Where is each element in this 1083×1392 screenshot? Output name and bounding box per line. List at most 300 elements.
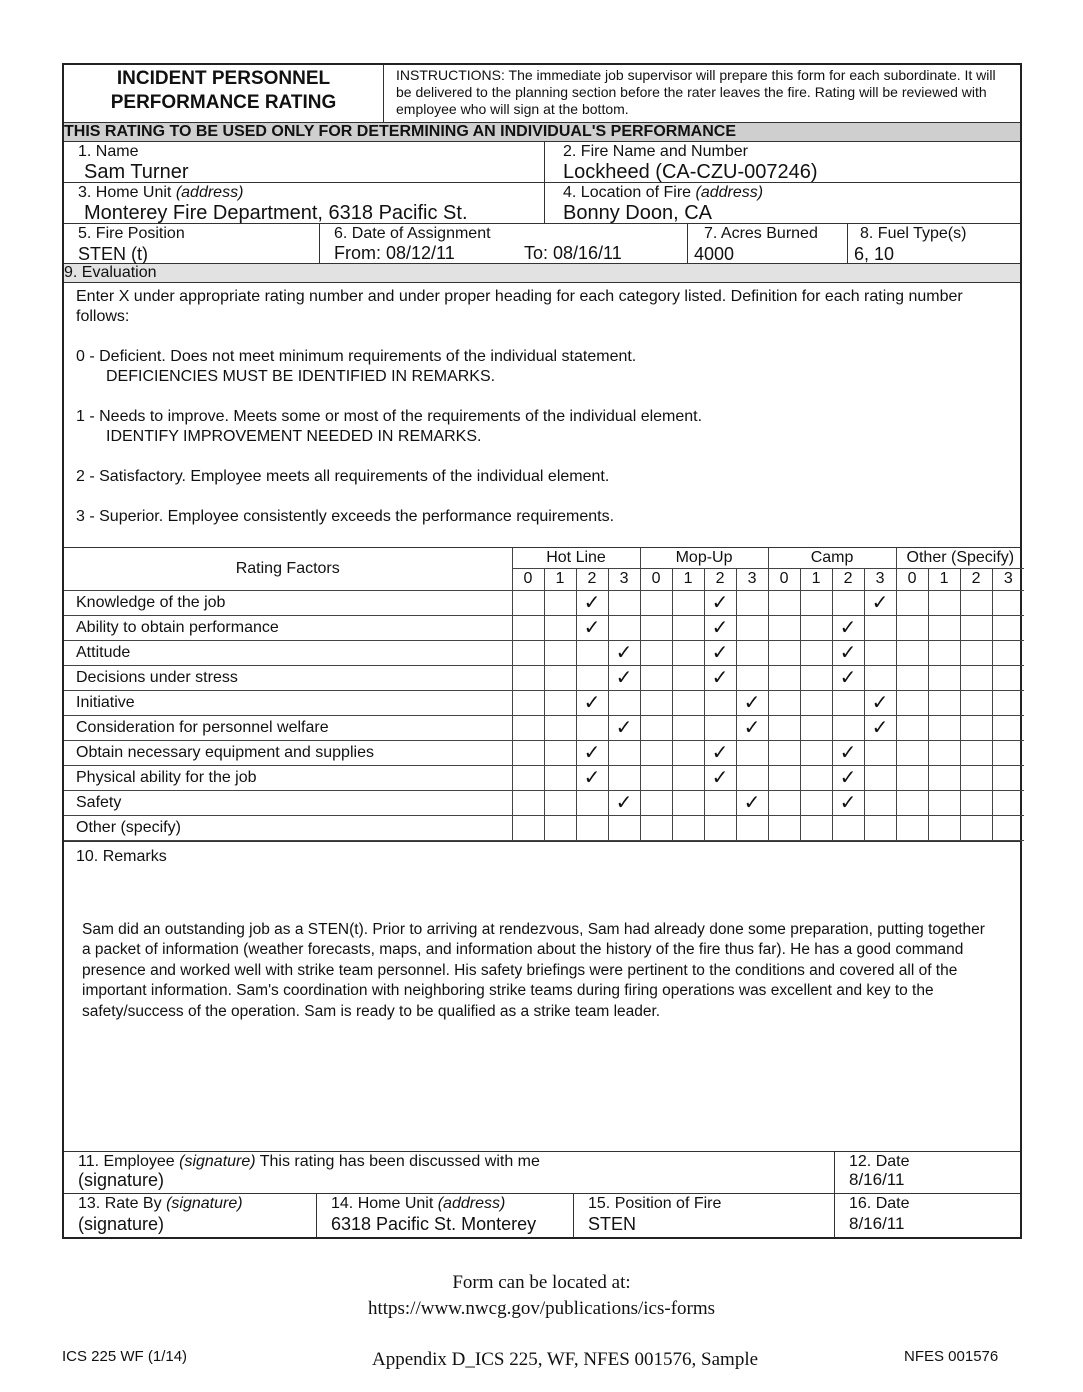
rating-cell-camp-1[interactable] xyxy=(800,715,832,740)
rating-number-header: 2 xyxy=(576,568,608,590)
check-mark-icon: ✓ xyxy=(583,764,601,789)
rating-cell-hot-1[interactable] xyxy=(544,665,576,690)
name-value: Sam Turner xyxy=(84,161,189,183)
rating-cell-camp-1[interactable] xyxy=(800,615,832,640)
assignment-date-label: 6. Date of Assignment xyxy=(334,225,491,242)
home-unit-value: Monterey Fire Department, 6318 Pacific St. xyxy=(84,202,468,224)
rating-cell-hot-1[interactable] xyxy=(544,640,576,665)
rating-cell-camp-2[interactable] xyxy=(832,690,864,715)
rating-cell-hot-1[interactable] xyxy=(544,790,576,815)
rating-cell-other-1[interactable] xyxy=(928,590,960,615)
form-title-line2: PERFORMANCE RATING xyxy=(110,92,337,113)
remarks-text: Sam did an outstanding job as a STEN(t). Prior to arriving at rendezvous, Sam had already done some preparation, putting together a packet of information (weather forecasts, maps, and information about the history of the fire thus far). He has a good command presence and worked well with strike team personnel. His safety briefings were pertinent to the conditions and covered all of the important information. Sam's coordination with neighboring strike teams during firing operations was excellent and key to the safety/success of the operation. Sam is ready to be qualified as a strike team leader. xyxy=(82,920,985,1020)
acres-burned-label: 7. Acres Burned xyxy=(704,225,818,242)
check-mark-icon: ✓ xyxy=(711,639,729,664)
evaluation-heading: 9. Evaluation xyxy=(64,264,1020,283)
rating-number-header: 1 xyxy=(800,568,832,590)
rating-cell-mop-2[interactable] xyxy=(704,740,736,765)
rating-cell-hot-3[interactable] xyxy=(608,665,640,690)
rating-cell-other-1[interactable] xyxy=(928,790,960,815)
rating-cell-hot-2[interactable] xyxy=(576,715,608,740)
rating-cell-other-3[interactable] xyxy=(992,640,1024,665)
rating-cell-camp-3[interactable] xyxy=(864,590,896,615)
rating-cell-other-2[interactable] xyxy=(960,640,992,665)
rating-factor-label: Consideration for personnel welfare xyxy=(64,715,512,740)
rating-cell-camp-3[interactable] xyxy=(864,765,896,790)
check-mark-icon: ✓ xyxy=(839,639,857,664)
rating-cell-mop-3[interactable] xyxy=(736,765,768,790)
rating-cell-mop-0[interactable] xyxy=(640,765,672,790)
rating-cell-other-2[interactable] xyxy=(960,815,992,840)
rating-cell-mop-3[interactable] xyxy=(736,740,768,765)
rating-cell-hot-2[interactable] xyxy=(576,590,608,615)
rating-cell-camp-2[interactable] xyxy=(832,765,864,790)
home14-value: 6318 Pacific St. Monterey xyxy=(331,1213,537,1234)
rating-factor-label: Other (specify) xyxy=(64,815,512,840)
remarks-section[interactable] xyxy=(64,842,1020,1152)
check-mark-icon: ✓ xyxy=(711,664,729,689)
rating-factors-header: Rating Factors xyxy=(64,548,512,590)
position-15-field[interactable] xyxy=(574,1194,835,1237)
assignment-to: To: 08/16/11 xyxy=(524,243,622,263)
rating-cell-mop-0[interactable] xyxy=(640,790,672,815)
rating-cell-hot-3[interactable] xyxy=(608,615,640,640)
evaluation-intro: Enter X under appropriate rating number and under proper heading for each category listed. Definition for each rating number follows: xyxy=(76,288,963,325)
form-header xyxy=(64,65,1020,123)
rating-cell-other-2[interactable] xyxy=(960,665,992,690)
rating-cell-camp-3[interactable] xyxy=(864,665,896,690)
rating-cell-other-3[interactable] xyxy=(992,590,1024,615)
rating-cell-mop-2[interactable] xyxy=(704,765,736,790)
date16-value: 8/16/11 xyxy=(849,1213,905,1233)
rating-cell-mop-0[interactable] xyxy=(640,715,672,740)
fire-position-label: 5. Fire Position xyxy=(78,225,185,242)
rating-cell-mop-0[interactable] xyxy=(640,740,672,765)
date16-field[interactable] xyxy=(835,1194,1020,1237)
rating-cell-other-2[interactable] xyxy=(960,715,992,740)
rating-cell-hot-0[interactable] xyxy=(512,665,544,690)
check-mark-icon: ✓ xyxy=(583,689,601,714)
rating-row xyxy=(64,815,1024,840)
date16-label: 16. Date xyxy=(849,1194,910,1212)
rating-cell-hot-3[interactable] xyxy=(608,690,640,715)
rating-cell-other-1[interactable] xyxy=(928,715,960,740)
form-title xyxy=(64,65,384,122)
rating-table xyxy=(64,548,1024,841)
check-mark-icon: ✓ xyxy=(583,589,601,614)
definition-1a: 1 - Needs to improve. Meets some or most of the requirements of the individual element. xyxy=(76,408,703,425)
check-mark-icon: ✓ xyxy=(711,614,729,639)
rating-cell-hot-2[interactable] xyxy=(576,690,608,715)
rating-cell-other-3[interactable] xyxy=(992,765,1024,790)
rating-number-header: 0 xyxy=(768,568,800,590)
rating-cell-other-2[interactable] xyxy=(960,615,992,640)
rater-label: 13. Rate By xyxy=(78,1194,162,1212)
rating-cell-camp-0[interactable] xyxy=(768,740,800,765)
acres-burned-field[interactable] xyxy=(688,224,848,263)
rating-cell-mop-1[interactable] xyxy=(672,590,704,615)
check-mark-icon: ✓ xyxy=(711,764,729,789)
rating-cell-other-2[interactable] xyxy=(960,740,992,765)
rating-table-wrap xyxy=(64,548,1020,842)
rating-cell-other-3[interactable] xyxy=(992,815,1024,840)
rating-cell-hot-0[interactable] xyxy=(512,740,544,765)
rating-cell-camp-3[interactable] xyxy=(864,615,896,640)
rating-row xyxy=(64,640,1024,665)
rating-cell-camp-3[interactable] xyxy=(864,690,896,715)
fuel-type-label: 8. Fuel Type(s) xyxy=(860,225,967,242)
check-mark-icon: ✓ xyxy=(615,639,633,664)
performance-rating-form xyxy=(62,63,1022,1239)
pos15-label: 15. Position of Fire xyxy=(588,1194,722,1212)
rating-cell-hot-2[interactable] xyxy=(576,815,608,840)
fire-location-label-em: (address) xyxy=(695,184,764,201)
fire-location-field[interactable] xyxy=(545,183,1020,223)
rating-cell-camp-0[interactable] xyxy=(768,765,800,790)
rating-cell-hot-2[interactable] xyxy=(576,740,608,765)
rating-cell-camp-3[interactable] xyxy=(864,640,896,665)
rating-number-header: 1 xyxy=(928,568,960,590)
rater-signature-value: (signature) xyxy=(78,1213,165,1234)
rating-cell-hot-2[interactable] xyxy=(576,615,608,640)
rating-cell-camp-2[interactable] xyxy=(832,590,864,615)
rating-cell-hot-0[interactable] xyxy=(512,790,544,815)
instructions-text: INSTRUCTIONS: The immediate job supervisor will prepare this form for each subordinate. It will be delivered to the planning section before the rater leaves the fire. Rating will be reviewed with employee who will sign at the bottom. xyxy=(396,67,996,117)
rating-factor-label: Obtain necessary equipment and supplies xyxy=(64,740,512,765)
employee-label-em: (signature) xyxy=(179,1152,256,1170)
rating-banner: THIS RATING TO BE USED ONLY FOR DETERMINING AN INDIVIDUAL'S PERFORMANCE xyxy=(64,123,1020,142)
rating-row xyxy=(64,690,1024,715)
rating-cell-camp-1[interactable] xyxy=(800,815,832,840)
fuel-type-value: 6, 10 xyxy=(854,244,895,264)
rating-cell-other-2[interactable] xyxy=(960,590,992,615)
rating-cell-camp-2[interactable] xyxy=(832,640,864,665)
check-mark-icon: ✓ xyxy=(871,589,889,614)
employee-signature-value: (signature) xyxy=(78,1169,165,1190)
rating-cell-other-3[interactable] xyxy=(992,740,1024,765)
check-mark-icon: ✓ xyxy=(839,664,857,689)
name-field[interactable] xyxy=(64,142,545,182)
rating-cell-hot-0[interactable] xyxy=(512,690,544,715)
rating-cell-mop-0[interactable] xyxy=(640,590,672,615)
form-location-line1: Form can be located at: xyxy=(452,1272,631,1293)
home-unit-label: 3. Home Unit xyxy=(78,184,172,201)
rating-number-header: 3 xyxy=(608,568,640,590)
rater-label-em: (signature) xyxy=(166,1194,243,1212)
rating-cell-camp-0[interactable] xyxy=(768,615,800,640)
rating-cell-hot-2[interactable] xyxy=(576,790,608,815)
check-mark-icon: ✓ xyxy=(711,739,729,764)
rating-cell-hot-3[interactable] xyxy=(608,640,640,665)
rating-cell-hot-3[interactable] xyxy=(608,740,640,765)
rating-cell-hot-3[interactable] xyxy=(608,815,640,840)
rating-cell-mop-3[interactable] xyxy=(736,815,768,840)
employee-label: 11. Employee xyxy=(78,1152,175,1170)
rating-cell-mop-1[interactable] xyxy=(672,740,704,765)
rating-cell-mop-2[interactable] xyxy=(704,790,736,815)
rating-cell-other-0[interactable] xyxy=(896,690,928,715)
rating-row xyxy=(64,790,1024,815)
rating-cell-camp-3[interactable] xyxy=(864,715,896,740)
rating-cell-camp-0[interactable] xyxy=(768,590,800,615)
pos15-value: STEN xyxy=(588,1213,637,1234)
rating-cell-other-3[interactable] xyxy=(992,715,1024,740)
rating-number-header: 2 xyxy=(832,568,864,590)
rating-cell-other-0[interactable] xyxy=(896,590,928,615)
rating-cell-hot-3[interactable] xyxy=(608,765,640,790)
remarks-label: 10. Remarks xyxy=(76,847,167,865)
rating-factor-label: Physical ability for the job xyxy=(64,765,512,790)
group-header: Camp xyxy=(768,548,896,568)
rating-cell-mop-0[interactable] xyxy=(640,615,672,640)
rating-factor-label: Attitude xyxy=(64,640,512,665)
acres-burned-value: 4000 xyxy=(694,244,735,264)
rating-cell-mop-3[interactable] xyxy=(736,790,768,815)
rating-cell-hot-0[interactable] xyxy=(512,615,544,640)
employee-label-rest: This rating has been discussed with me xyxy=(259,1152,540,1170)
rating-cell-camp-2[interactable] xyxy=(832,715,864,740)
rating-cell-hot-0[interactable] xyxy=(512,640,544,665)
rating-cell-other-1[interactable] xyxy=(928,615,960,640)
group-header: Hot Line xyxy=(512,548,640,568)
rating-cell-hot-1[interactable] xyxy=(544,590,576,615)
rating-cell-mop-2[interactable] xyxy=(704,815,736,840)
rating-cell-other-3[interactable] xyxy=(992,790,1024,815)
rating-cell-other-3[interactable] xyxy=(992,615,1024,640)
form-title-line1: INCIDENT PERSONNEL xyxy=(116,68,331,89)
rating-cell-camp-2[interactable] xyxy=(832,815,864,840)
rating-cell-hot-1[interactable] xyxy=(544,765,576,790)
check-mark-icon: ✓ xyxy=(615,789,633,814)
rating-cell-hot-0[interactable] xyxy=(512,715,544,740)
check-mark-icon: ✓ xyxy=(583,614,601,639)
rating-cell-hot-1[interactable] xyxy=(544,740,576,765)
fire-name-label: 2. Fire Name and Number xyxy=(563,143,748,160)
rating-cell-mop-0[interactable] xyxy=(640,690,672,715)
rating-cell-other-0[interactable] xyxy=(896,665,928,690)
assignment-from: From: 08/12/11 xyxy=(334,243,455,263)
rating-number-header: 1 xyxy=(672,568,704,590)
rating-cell-camp-0[interactable] xyxy=(768,665,800,690)
rating-cell-hot-2[interactable] xyxy=(576,640,608,665)
rating-cell-other-0[interactable] xyxy=(896,765,928,790)
rating-cell-mop-3[interactable] xyxy=(736,690,768,715)
rating-cell-hot-2[interactable] xyxy=(576,765,608,790)
rating-cell-other-1[interactable] xyxy=(928,740,960,765)
rating-cell-camp-1[interactable] xyxy=(800,765,832,790)
rating-cell-camp-2[interactable] xyxy=(832,665,864,690)
check-mark-icon: ✓ xyxy=(871,689,889,714)
rating-cell-mop-2[interactable] xyxy=(704,640,736,665)
rating-cell-hot-1[interactable] xyxy=(544,690,576,715)
rating-factor-label: Decisions under stress xyxy=(64,665,512,690)
fire-name-field[interactable] xyxy=(545,142,1020,182)
home14-label-em: (address) xyxy=(437,1194,506,1212)
assignment-date-field[interactable] xyxy=(320,224,688,263)
check-mark-icon: ✓ xyxy=(583,739,601,764)
rating-cell-other-3[interactable] xyxy=(992,665,1024,690)
rating-row xyxy=(64,715,1024,740)
check-mark-icon: ✓ xyxy=(839,789,857,814)
rating-cell-other-1[interactable] xyxy=(928,765,960,790)
rating-factor-label: Ability to obtain performance xyxy=(64,615,512,640)
rating-cell-mop-1[interactable] xyxy=(672,640,704,665)
rating-number-header: 3 xyxy=(736,568,768,590)
rating-row xyxy=(64,665,1024,690)
check-mark-icon: ✓ xyxy=(615,664,633,689)
rating-cell-mop-2[interactable] xyxy=(704,590,736,615)
rating-cell-mop-3[interactable] xyxy=(736,615,768,640)
check-mark-icon: ✓ xyxy=(743,689,761,714)
rating-number-header: 0 xyxy=(512,568,544,590)
rating-factor-label: Safety xyxy=(64,790,512,815)
rating-cell-camp-3[interactable] xyxy=(864,815,896,840)
rating-cell-camp-1[interactable] xyxy=(800,665,832,690)
rating-number-header: 3 xyxy=(992,568,1024,590)
rating-cell-camp-0[interactable] xyxy=(768,690,800,715)
rating-cell-camp-3[interactable] xyxy=(864,740,896,765)
rating-cell-mop-1[interactable] xyxy=(672,665,704,690)
fire-location-value: Bonny Doon, CA xyxy=(563,202,712,224)
check-mark-icon: ✓ xyxy=(839,764,857,789)
rating-cell-camp-1[interactable] xyxy=(800,790,832,815)
definition-0a: 0 - Deficient. Does not meet minimum requirements of the individual statement. xyxy=(76,348,637,365)
rating-cell-other-1[interactable] xyxy=(928,690,960,715)
fire-position-value: STEN (t) xyxy=(78,244,148,264)
rating-cell-hot-3[interactable] xyxy=(608,590,640,615)
check-mark-icon: ✓ xyxy=(839,739,857,764)
rating-cell-other-0[interactable] xyxy=(896,740,928,765)
home14-label: 14. Home Unit xyxy=(331,1194,434,1212)
rating-cell-mop-3[interactable] xyxy=(736,590,768,615)
rating-cell-mop-1[interactable] xyxy=(672,765,704,790)
rating-cell-mop-1[interactable] xyxy=(672,715,704,740)
rating-cell-mop-1[interactable] xyxy=(672,815,704,840)
rating-cell-camp-0[interactable] xyxy=(768,715,800,740)
definition-2: 2 - Satisfactory. Employee meets all requirements of the individual element. xyxy=(76,468,610,485)
nfes-number: NFES 001576 xyxy=(904,1348,999,1365)
fire-location-label: 4. Location of Fire xyxy=(563,184,692,201)
home-unit-field[interactable] xyxy=(64,183,545,223)
check-mark-icon: ✓ xyxy=(839,614,857,639)
rating-cell-mop-0[interactable] xyxy=(640,665,672,690)
rating-cell-hot-1[interactable] xyxy=(544,615,576,640)
rating-number-header: 0 xyxy=(896,568,928,590)
rating-cell-camp-1[interactable] xyxy=(800,640,832,665)
rating-cell-mop-2[interactable] xyxy=(704,665,736,690)
name-label: 1. Name xyxy=(78,143,139,160)
rating-factor-label: Initiative xyxy=(64,690,512,715)
rating-cell-other-2[interactable] xyxy=(960,790,992,815)
definition-1b: IDENTIFY IMPROVEMENT NEEDED IN REMARKS. xyxy=(106,428,482,445)
rating-cell-mop-1[interactable] xyxy=(672,615,704,640)
employee-signature-field[interactable] xyxy=(64,1152,835,1193)
rating-cell-other-2[interactable] xyxy=(960,690,992,715)
check-mark-icon: ✓ xyxy=(743,789,761,814)
rating-number-header: 1 xyxy=(544,568,576,590)
rating-cell-camp-1[interactable] xyxy=(800,690,832,715)
date12-field[interactable] xyxy=(835,1152,1020,1193)
check-mark-icon: ✓ xyxy=(871,714,889,739)
rating-cell-camp-1[interactable] xyxy=(800,590,832,615)
appendix-caption: Appendix D_ICS 225, WF, NFES 001576, Sample xyxy=(371,1349,759,1370)
rating-cell-other-1[interactable] xyxy=(928,665,960,690)
rating-cell-camp-2[interactable] xyxy=(832,790,864,815)
rating-number-header: 2 xyxy=(960,568,992,590)
rating-cell-camp-2[interactable] xyxy=(832,740,864,765)
rating-row xyxy=(64,615,1024,640)
rating-number-header: 2 xyxy=(704,568,736,590)
rating-cell-other-1[interactable] xyxy=(928,815,960,840)
check-mark-icon: ✓ xyxy=(743,714,761,739)
rating-cell-mop-3[interactable] xyxy=(736,640,768,665)
rating-cell-other-3[interactable] xyxy=(992,690,1024,715)
rating-cell-camp-1[interactable] xyxy=(800,740,832,765)
rating-row xyxy=(64,740,1024,765)
definition-0b: DEFICIENCIES MUST BE IDENTIFIED IN REMARKS. xyxy=(106,368,496,385)
definition-3: 3 - Superior. Employee consistently exceeds the performance requirements. xyxy=(76,508,615,525)
rating-cell-camp-0[interactable] xyxy=(768,790,800,815)
rating-cell-other-2[interactable] xyxy=(960,765,992,790)
rating-number-header: 3 xyxy=(864,568,896,590)
fire-name-value: Lockheed (CA-CZU-007246) xyxy=(563,161,818,183)
rating-cell-hot-3[interactable] xyxy=(608,715,640,740)
group-header: Other (Specify) xyxy=(896,548,1024,568)
rating-cell-hot-0[interactable] xyxy=(512,815,544,840)
rating-cell-mop-3[interactable] xyxy=(736,665,768,690)
rating-cell-camp-0[interactable] xyxy=(768,815,800,840)
check-mark-icon: ✓ xyxy=(615,714,633,739)
rating-factor-label: Knowledge of the job xyxy=(64,590,512,615)
evaluation-definitions xyxy=(64,283,1020,548)
rating-cell-other-0[interactable] xyxy=(896,815,928,840)
rater-signature-field[interactable] xyxy=(64,1194,317,1237)
rating-cell-camp-2[interactable] xyxy=(832,615,864,640)
rating-cell-mop-3[interactable] xyxy=(736,715,768,740)
rating-cell-hot-0[interactable] xyxy=(512,765,544,790)
rating-cell-mop-2[interactable] xyxy=(704,615,736,640)
fire-position-field[interactable] xyxy=(64,224,320,263)
form-location-url: https://www.nwcg.gov/publications/ics-forms xyxy=(367,1298,716,1319)
rating-cell-other-0[interactable] xyxy=(896,615,928,640)
rating-cell-other-0[interactable] xyxy=(896,715,928,740)
date12-label: 12. Date xyxy=(849,1152,910,1170)
rating-cell-hot-1[interactable] xyxy=(544,815,576,840)
rating-cell-mop-1[interactable] xyxy=(672,690,704,715)
rating-cell-mop-0[interactable] xyxy=(640,640,672,665)
rating-cell-hot-1[interactable] xyxy=(544,715,576,740)
rating-cell-other-1[interactable] xyxy=(928,640,960,665)
fuel-type-field[interactable] xyxy=(848,224,1020,263)
rating-cell-mop-2[interactable] xyxy=(704,690,736,715)
rating-cell-other-0[interactable] xyxy=(896,640,928,665)
rating-cell-other-0[interactable] xyxy=(896,790,928,815)
rating-cell-camp-3[interactable] xyxy=(864,790,896,815)
home-unit-14-field[interactable] xyxy=(317,1194,574,1237)
rating-cell-mop-2[interactable] xyxy=(704,715,736,740)
rating-number-header: 0 xyxy=(640,568,672,590)
rating-cell-hot-3[interactable] xyxy=(608,790,640,815)
rating-row xyxy=(64,765,1024,790)
rating-cell-mop-1[interactable] xyxy=(672,790,704,815)
rating-cell-camp-0[interactable] xyxy=(768,640,800,665)
rating-cell-hot-2[interactable] xyxy=(576,665,608,690)
rating-cell-mop-0[interactable] xyxy=(640,815,672,840)
group-header: Mop-Up xyxy=(640,548,768,568)
rating-row xyxy=(64,590,1024,615)
rating-cell-hot-0[interactable] xyxy=(512,590,544,615)
date12-value: 8/16/11 xyxy=(849,1169,905,1189)
